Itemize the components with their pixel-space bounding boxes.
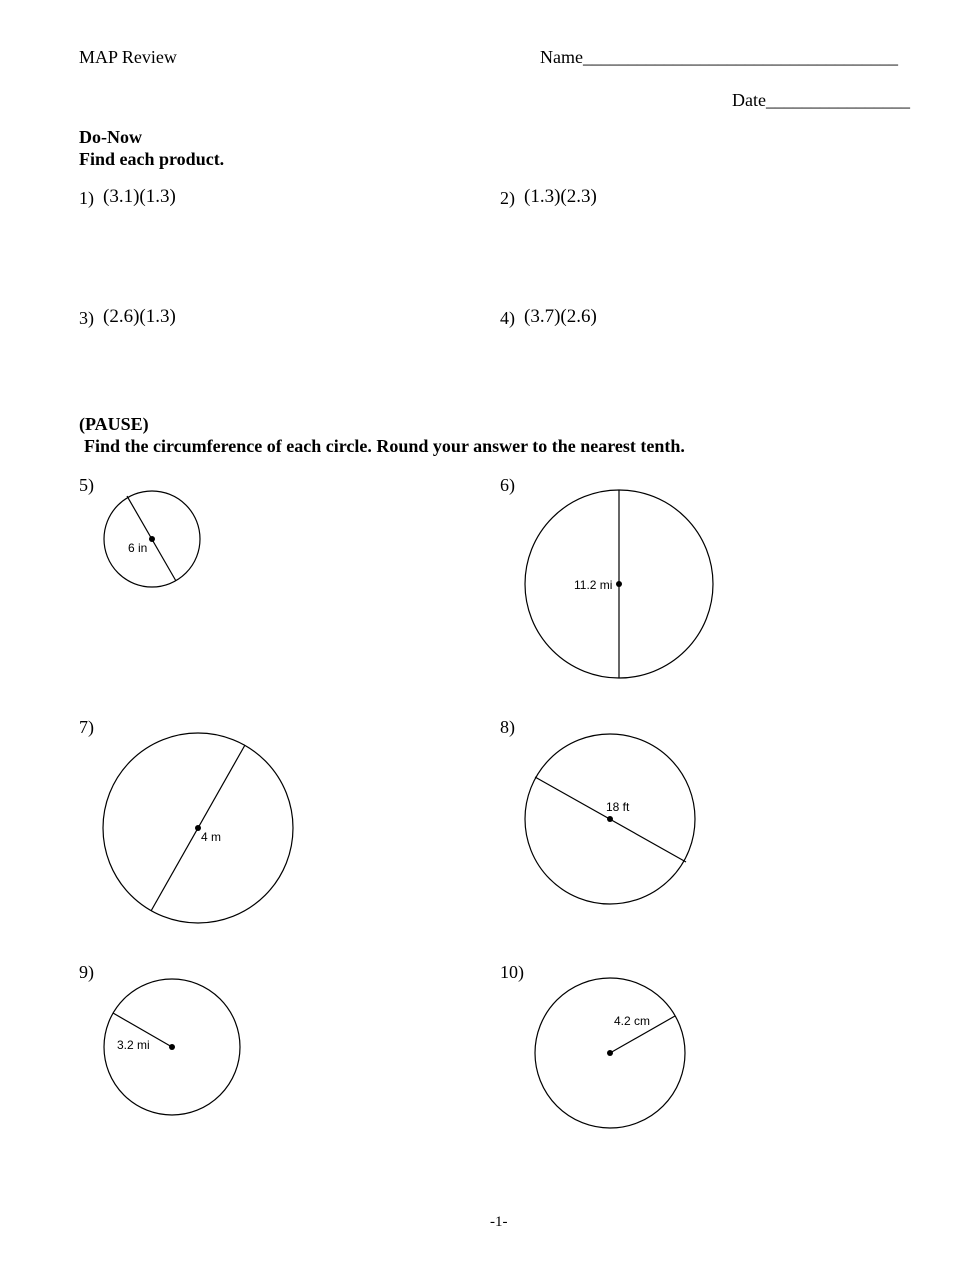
circle-diagram-5 [104, 491, 200, 587]
circle-diagram-6 [525, 490, 713, 678]
section-instruction-products: Find each product. [79, 149, 225, 169]
problem-number: 5) [79, 475, 94, 495]
measurement-label: 18 ft [606, 800, 630, 814]
problem-number: 10) [500, 962, 524, 982]
measurement-label: 6 in [128, 541, 148, 555]
problem-expression: (3.7)(2.6) [524, 306, 597, 327]
section-heading-do-now: Do-Now [79, 127, 142, 147]
problem-number: 9) [79, 962, 94, 982]
measurement-label: 3.2 mi [117, 1038, 150, 1052]
problem-number: 4) [500, 308, 515, 328]
problem-number: 8) [500, 717, 515, 737]
problem-number: 7) [79, 717, 94, 737]
problem-expression: (3.1)(1.3) [103, 186, 176, 207]
section-heading-pause: (PAUSE) [79, 414, 149, 434]
date-field-label: Date________________ [732, 90, 910, 110]
problem-number: 1) [79, 188, 94, 208]
circle-diagram-8 [525, 734, 695, 904]
section-instruction-circumference: Find the circumference of each circle. Round your answer to the nearest tenth. [84, 436, 685, 456]
measurement-label: 4.2 cm [614, 1014, 651, 1028]
measurement-label: 4 m [201, 830, 222, 844]
problem-number: 2) [500, 188, 515, 208]
circle-diagram-7 [103, 733, 293, 923]
problem-number: 6) [500, 475, 515, 495]
problem-expression: (1.3)(2.3) [524, 186, 597, 207]
name-field-label: Name___________________________________ [540, 47, 898, 67]
problem-number: 3) [79, 308, 94, 328]
measurement-label: 11.2 mi [574, 578, 613, 592]
circle-diagram-9 [104, 979, 240, 1115]
worksheet-title: MAP Review [79, 47, 177, 67]
problem-expression: (2.6)(1.3) [103, 306, 176, 327]
page-number: -1- [490, 1214, 508, 1230]
circle-diagram-10 [535, 978, 685, 1128]
